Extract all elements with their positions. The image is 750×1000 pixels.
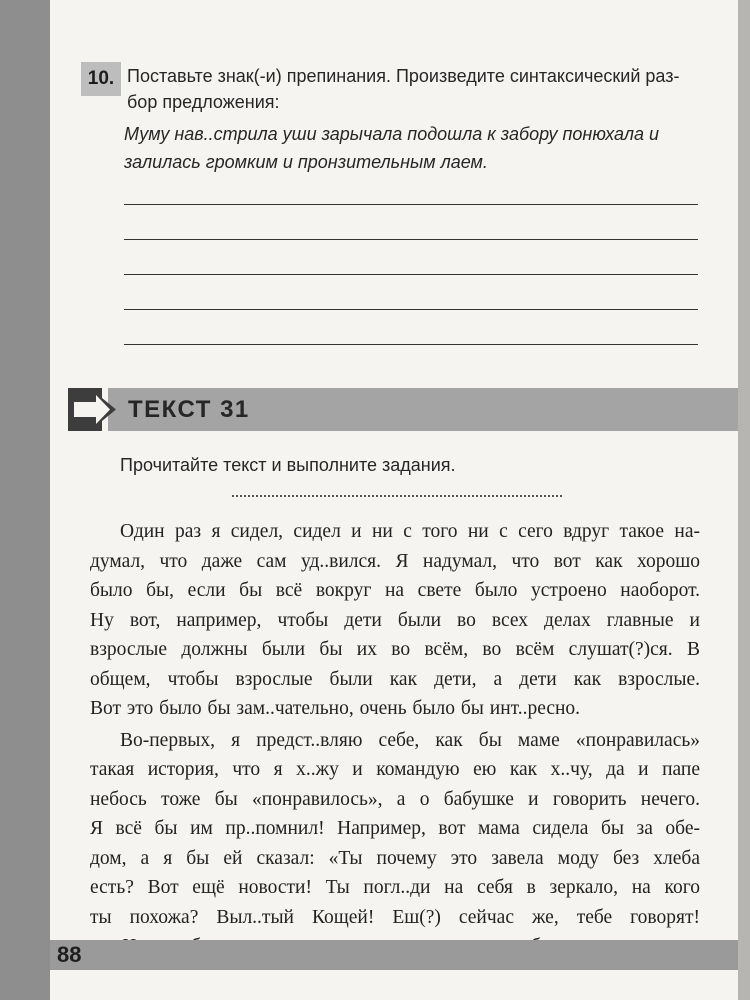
task-sentence xyxy=(124,120,714,176)
text-line: ты похожа? Выл..тый Кощей! Еш(?) сейчас же, тебе говорят! xyxy=(90,906,700,928)
text-line: Ну вот, например, чтобы дети были во всех делах главные и xyxy=(90,609,700,631)
page-edge-left xyxy=(0,0,50,1000)
answer-line xyxy=(124,204,698,205)
answer-line xyxy=(124,309,698,310)
section-instruction: Прочитайте текст и выполните задания. xyxy=(120,455,456,475)
arrow-right-icon xyxy=(68,388,124,431)
text-line: дом, а я бы ей сказал: «Ты почему это завела моду без хлеба xyxy=(90,847,700,869)
task-number: 10. xyxy=(81,62,121,96)
answer-line xyxy=(124,239,698,240)
answer-line xyxy=(124,344,698,345)
task-sentence-line: Муму нав..стрила уши зарычала подошла к забору понюхала и xyxy=(124,124,660,144)
text-line: Я всё бы им пр..помнил! Например, вот мама сидела бы за обе- xyxy=(90,818,700,839)
task-instruction xyxy=(127,63,707,115)
page-number: 88 xyxy=(57,942,82,967)
text-line: такая история, что я х..жу и командую ею как х..чу, да и папе xyxy=(90,759,700,780)
answer-line xyxy=(124,274,698,275)
task-instruction-line: Поставьте знак(-и) препинания. Произведите синтаксический раз- xyxy=(127,66,680,86)
footer-bar xyxy=(50,940,738,970)
section-title: ТЕКСТ 31 xyxy=(128,396,250,423)
text-line: думал, что даже сам уд..вился. Я надумал, что вот как хорошо xyxy=(90,550,700,572)
task-instruction-line: бор предложения: xyxy=(127,92,280,112)
text-line: взрослые должны были бы их во всём, во всём слушат(?)ся. В xyxy=(90,639,700,660)
text-line: общем, чтобы взрослые были как дети, а дети как взрослые. xyxy=(90,668,700,690)
story-text xyxy=(90,517,700,962)
paragraph xyxy=(90,517,700,724)
text-line: небось тоже бы «понравилось», а о бабушке и говорить нечего. xyxy=(90,788,700,810)
text-line: Во-первых, я предст..вляю себе, как бы маме «понравилась» xyxy=(120,729,700,751)
text-line: есть? Вот ещё новости! Ты погл..ди на себя в зеркало, на кого xyxy=(90,877,700,898)
dotted-divider xyxy=(232,495,562,497)
text-line: Вот это было бы зам..чательно, очень было бы инт..ресно. xyxy=(90,698,581,719)
text-line: было бы, если бы всё вокруг на свете было устроено наоборот. xyxy=(90,580,700,601)
text-line: Один раз я сидел, сидел и ни с того ни с сего вдруг такое на- xyxy=(120,521,700,542)
task-sentence-line: залилась громким и пронзительным лаем. xyxy=(124,152,488,172)
page-edge-right xyxy=(738,0,750,1000)
paragraph xyxy=(90,726,700,962)
